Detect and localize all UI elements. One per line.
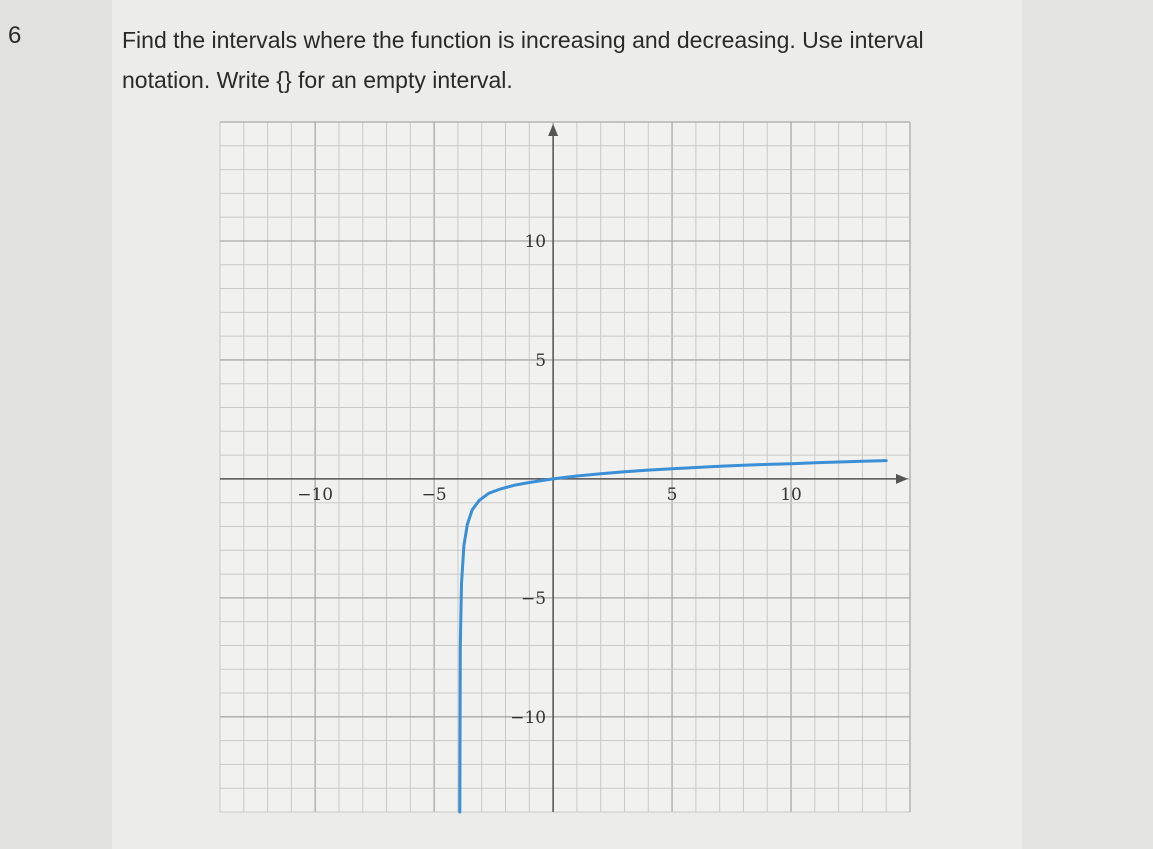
y-tick-label: 5 [535,350,547,371]
prompt-line-1: Find the intervals where the function is increasing and decreasing. Use interval [122,27,924,53]
y-tick-label: −5 [521,588,547,609]
x-tick-label: 5 [666,484,678,505]
x-tick-label: 10 [780,484,802,505]
question-number: 6 [8,22,22,49]
x-tick-label: −10 [297,484,334,505]
x-tick-label: −5 [421,484,447,505]
y-tick-label: −10 [510,707,547,728]
prompt-line-2: notation. Write {} for an empty interval. [122,67,513,93]
y-tick-label: 10 [524,231,547,252]
plot-background [220,122,910,812]
